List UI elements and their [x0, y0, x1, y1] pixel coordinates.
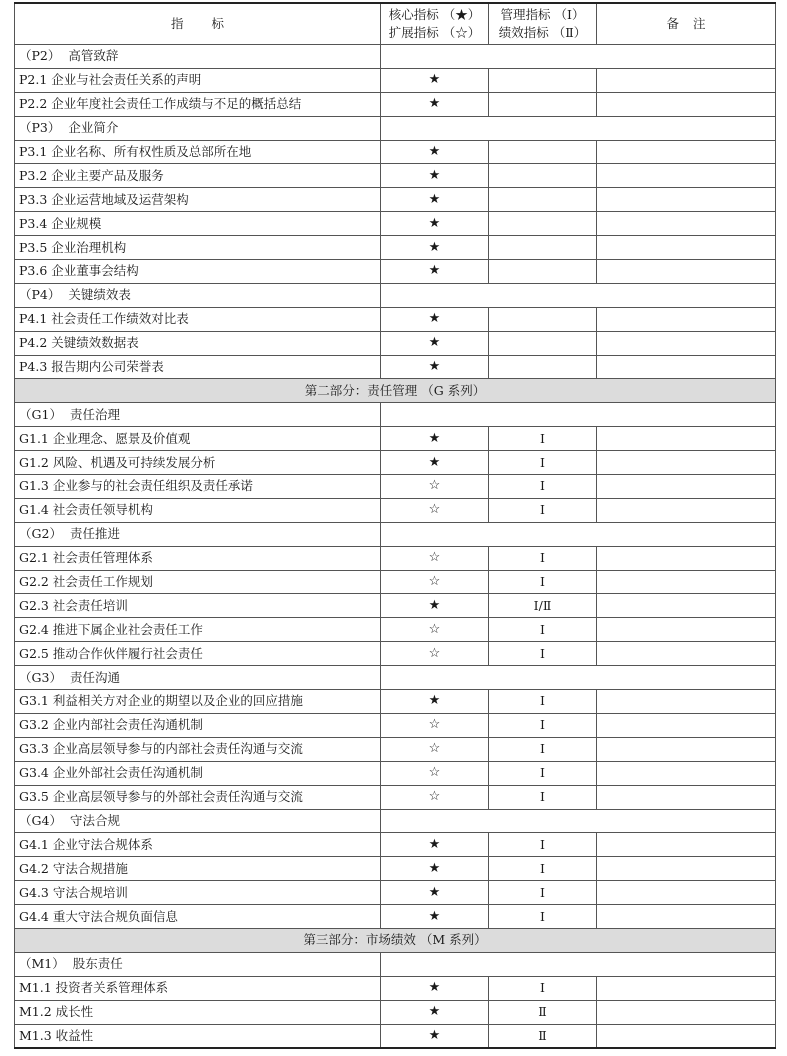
indicator-level	[489, 212, 597, 236]
section-title: 股东责任	[72, 956, 123, 972]
core-star-icon: ★	[381, 427, 489, 451]
indicator-row	[15, 690, 776, 714]
core-star-icon: ★	[381, 212, 489, 236]
indicator-row	[15, 857, 776, 881]
indicator-row	[15, 427, 776, 451]
indicator-level: Ⅰ	[489, 881, 597, 905]
core-star-icon: ★	[381, 355, 489, 379]
core-star-icon: ★	[381, 1000, 489, 1024]
section-group-row	[15, 116, 776, 140]
indicator-row	[15, 713, 776, 737]
indicator-note	[597, 307, 776, 331]
section-title: 责任推进	[69, 526, 120, 542]
indicator-level	[489, 355, 597, 379]
core-star-icon: ★	[381, 140, 489, 164]
indicator-row	[15, 737, 776, 761]
indicator-note	[597, 331, 776, 355]
indicator-label: M1.2 成长性	[15, 1000, 381, 1024]
indicator-row	[15, 355, 776, 379]
indicator-label: P4.2 关键绩效数据表	[15, 331, 381, 355]
indicator-note	[597, 164, 776, 188]
indicator-level: Ⅰ	[489, 761, 597, 785]
indicator-note	[597, 260, 776, 284]
header-performance-line: 绩效指标 （Ⅱ）	[498, 25, 587, 40]
indicator-level: Ⅰ	[489, 427, 597, 451]
indicator-level	[489, 92, 597, 116]
indicator-note	[597, 68, 776, 92]
indicator-note	[597, 546, 776, 570]
section-group-row	[15, 666, 776, 690]
indicator-label: P3.4 企业规模	[15, 212, 381, 236]
header-mgmt-performance	[489, 3, 597, 45]
indicator-note	[597, 498, 776, 522]
indicator-level	[489, 164, 597, 188]
core-star-icon: ★	[381, 976, 489, 1000]
indicator-note	[597, 618, 776, 642]
indicator-row	[15, 1000, 776, 1024]
indicator-note	[597, 785, 776, 809]
section-group-cell	[15, 116, 381, 140]
section-title: 关键绩效表	[68, 287, 131, 303]
indicator-row	[15, 594, 776, 618]
indicator-note	[597, 857, 776, 881]
indicator-note	[597, 1024, 776, 1048]
indicator-row	[15, 92, 776, 116]
core-star-icon: ★	[381, 690, 489, 714]
indicator-row	[15, 451, 776, 475]
indicator-level: Ⅰ	[489, 618, 597, 642]
indicator-note	[597, 690, 776, 714]
core-star-icon: ★	[381, 236, 489, 260]
indicator-row	[15, 1024, 776, 1048]
indicator-note	[597, 761, 776, 785]
indicator-row	[15, 905, 776, 929]
indicator-note	[597, 905, 776, 929]
section-group-blank	[381, 45, 776, 69]
indicator-label: P3.5 企业治理机构	[15, 236, 381, 260]
core-star-icon: ★	[381, 260, 489, 284]
indicator-label: P4.3 报告期内公司荣誉表	[15, 355, 381, 379]
indicator-label: G1.2 风险、机遇及可持续发展分析	[15, 451, 381, 475]
indicator-label: G3.3 企业高层领导参与的内部社会责任沟通与交流	[15, 737, 381, 761]
indicator-level	[489, 236, 597, 260]
indicator-level: Ⅰ	[489, 737, 597, 761]
indicator-level: Ⅰ	[489, 857, 597, 881]
indicator-label: G3.1 利益相关方对企业的期望以及企业的回应措施	[15, 690, 381, 714]
indicator-label: G2.1 社会责任管理体系	[15, 546, 381, 570]
indicator-level: Ⅰ	[489, 713, 597, 737]
extended-star-icon: ☆	[381, 785, 489, 809]
indicator-label: G3.4 企业外部社会责任沟通机制	[15, 761, 381, 785]
indicator-level: Ⅱ	[489, 1000, 597, 1024]
section-group-blank	[381, 403, 776, 427]
header-indicator: 指标	[15, 3, 381, 45]
core-star-icon: ★	[381, 92, 489, 116]
indicator-level	[489, 307, 597, 331]
indicator-label: M1.3 收益性	[15, 1024, 381, 1048]
core-star-icon: ★	[381, 307, 489, 331]
indicator-row	[15, 236, 776, 260]
section-group-blank	[381, 283, 776, 307]
indicator-row	[15, 976, 776, 1000]
section-group-cell	[15, 666, 381, 690]
section-group-row	[15, 809, 776, 833]
indicator-note	[597, 140, 776, 164]
section-title: 企业简介	[68, 120, 119, 136]
indicator-note	[597, 212, 776, 236]
indicator-level: Ⅱ	[489, 1024, 597, 1048]
indicator-label: G2.3 社会责任培训	[15, 594, 381, 618]
indicator-note	[597, 355, 776, 379]
section-group-blank	[381, 952, 776, 976]
core-star-icon: ★	[381, 68, 489, 92]
header-mgmt-line: 管理指标 （Ⅰ）	[500, 7, 585, 22]
indicator-note	[597, 570, 776, 594]
indicator-level: Ⅰ/Ⅱ	[489, 594, 597, 618]
indicator-label: G1.1 企业理念、愿景及价值观	[15, 427, 381, 451]
section-group-row	[15, 283, 776, 307]
indicator-label: M1.1 投资者关系管理体系	[15, 976, 381, 1000]
core-star-icon: ★	[381, 331, 489, 355]
indicator-row	[15, 260, 776, 284]
section-title: 责任治理	[69, 406, 120, 422]
section-title: 守法合规	[69, 812, 120, 828]
indicator-label: G1.4 社会责任领导机构	[15, 498, 381, 522]
section-group-cell	[15, 403, 381, 427]
indicator-table	[14, 2, 776, 1049]
indicator-level: Ⅰ	[489, 833, 597, 857]
indicator-note	[597, 188, 776, 212]
indicator-label: G4.3 守法合规培训	[15, 881, 381, 905]
section-group-cell	[15, 809, 381, 833]
section-title: 责任沟通	[69, 669, 120, 685]
header-core-line: 核心指标 （★）	[388, 7, 481, 22]
indicator-note	[597, 451, 776, 475]
indicator-row	[15, 307, 776, 331]
extended-star-icon: ☆	[381, 475, 489, 499]
indicator-label: G3.2 企业内部社会责任沟通机制	[15, 713, 381, 737]
core-star-icon: ★	[381, 164, 489, 188]
section-group-blank	[381, 809, 776, 833]
indicator-label: P3.2 企业主要产品及服务	[15, 164, 381, 188]
indicator-note	[597, 1000, 776, 1024]
indicator-row	[15, 570, 776, 594]
section-group-row	[15, 403, 776, 427]
section-code: （P3）	[19, 120, 61, 136]
header-note: 备注	[597, 3, 776, 45]
section-group-blank	[381, 666, 776, 690]
section-group-cell	[15, 283, 381, 307]
indicator-note	[597, 594, 776, 618]
indicator-row	[15, 164, 776, 188]
indicator-label: G2.2 社会责任工作规划	[15, 570, 381, 594]
indicator-label: G2.5 推动合作伙伴履行社会责任	[15, 642, 381, 666]
indicator-label: G1.3 企业参与的社会责任组织及责任承诺	[15, 475, 381, 499]
indicator-note	[597, 236, 776, 260]
extended-star-icon: ☆	[381, 713, 489, 737]
indicator-level	[489, 260, 597, 284]
core-star-icon: ★	[381, 905, 489, 929]
indicator-row	[15, 833, 776, 857]
part-heading: 第二部分：责任管理 （G 系列）	[15, 379, 776, 403]
indicator-label: G3.5 企业高层领导参与的外部社会责任沟通与交流	[15, 785, 381, 809]
indicator-label: P4.1 社会责任工作绩效对比表	[15, 307, 381, 331]
extended-star-icon: ☆	[381, 570, 489, 594]
extended-star-icon: ☆	[381, 618, 489, 642]
extended-star-icon: ☆	[381, 546, 489, 570]
indicator-label: P3.3 企业运营地域及运营架构	[15, 188, 381, 212]
core-star-icon: ★	[381, 881, 489, 905]
extended-star-icon: ☆	[381, 642, 489, 666]
table-body	[15, 45, 776, 1049]
part-heading-row	[15, 928, 776, 952]
part-heading-row	[15, 379, 776, 403]
section-group-cell	[15, 45, 381, 69]
indicator-row	[15, 498, 776, 522]
section-code: （P4）	[19, 287, 61, 303]
extended-star-icon: ☆	[381, 761, 489, 785]
section-code: （G2）	[19, 526, 62, 542]
indicator-level: Ⅰ	[489, 976, 597, 1000]
indicator-note	[597, 713, 776, 737]
section-code: （P2）	[19, 48, 61, 64]
indicator-note	[597, 976, 776, 1000]
header-core-extended	[381, 3, 489, 45]
header-extended-line: 扩展指标 （☆）	[388, 25, 481, 40]
indicator-level	[489, 68, 597, 92]
indicator-level: Ⅰ	[489, 498, 597, 522]
indicator-row	[15, 881, 776, 905]
core-star-icon: ★	[381, 833, 489, 857]
indicator-row	[15, 331, 776, 355]
indicator-row	[15, 68, 776, 92]
section-group-row	[15, 522, 776, 546]
table-header-row	[15, 3, 776, 45]
indicator-label: G4.4 重大守法合规负面信息	[15, 905, 381, 929]
indicator-note	[597, 427, 776, 451]
indicator-row	[15, 140, 776, 164]
section-group-row	[15, 952, 776, 976]
indicator-level	[489, 331, 597, 355]
indicator-level: Ⅰ	[489, 451, 597, 475]
indicator-label: P3.1 企业名称、所有权性质及总部所在地	[15, 140, 381, 164]
indicator-level: Ⅰ	[489, 475, 597, 499]
core-star-icon: ★	[381, 857, 489, 881]
indicator-level: Ⅰ	[489, 690, 597, 714]
indicator-label: P3.6 企业董事会结构	[15, 260, 381, 284]
indicator-label: G2.4 推进下属企业社会责任工作	[15, 618, 381, 642]
indicator-level: Ⅰ	[489, 642, 597, 666]
indicator-level: Ⅰ	[489, 785, 597, 809]
indicator-level	[489, 188, 597, 212]
indicator-row	[15, 546, 776, 570]
indicator-row	[15, 761, 776, 785]
extended-star-icon: ☆	[381, 737, 489, 761]
section-title: 高管致辞	[68, 48, 119, 64]
indicator-level: Ⅰ	[489, 570, 597, 594]
indicator-note	[597, 642, 776, 666]
indicator-label: G4.2 守法合规措施	[15, 857, 381, 881]
core-star-icon: ★	[381, 188, 489, 212]
indicator-level: Ⅰ	[489, 905, 597, 929]
indicator-note	[597, 92, 776, 116]
section-group-cell	[15, 952, 381, 976]
core-star-icon: ★	[381, 451, 489, 475]
section-code: （G3）	[19, 669, 62, 685]
indicator-row	[15, 785, 776, 809]
indicator-note	[597, 737, 776, 761]
extended-star-icon: ☆	[381, 498, 489, 522]
indicator-level: Ⅰ	[489, 546, 597, 570]
part-heading: 第三部分：市场绩效 （M 系列）	[15, 928, 776, 952]
indicator-row	[15, 475, 776, 499]
indicator-label: G4.1 企业守法合规体系	[15, 833, 381, 857]
indicator-row	[15, 618, 776, 642]
indicator-note	[597, 881, 776, 905]
section-group-blank	[381, 522, 776, 546]
indicator-note	[597, 833, 776, 857]
section-code: （M1）	[19, 956, 65, 972]
indicator-row	[15, 188, 776, 212]
section-group-row	[15, 45, 776, 69]
indicator-level	[489, 140, 597, 164]
indicator-row	[15, 212, 776, 236]
section-group-blank	[381, 116, 776, 140]
indicator-note	[597, 475, 776, 499]
indicator-row	[15, 642, 776, 666]
indicator-label: P2.1 企业与社会责任关系的声明	[15, 68, 381, 92]
section-code: （G4）	[19, 812, 62, 828]
indicator-label: P2.2 企业年度社会责任工作成绩与不足的概括总结	[15, 92, 381, 116]
section-group-cell	[15, 522, 381, 546]
core-star-icon: ★	[381, 594, 489, 618]
section-code: （G1）	[19, 406, 62, 422]
core-star-icon: ★	[381, 1024, 489, 1048]
